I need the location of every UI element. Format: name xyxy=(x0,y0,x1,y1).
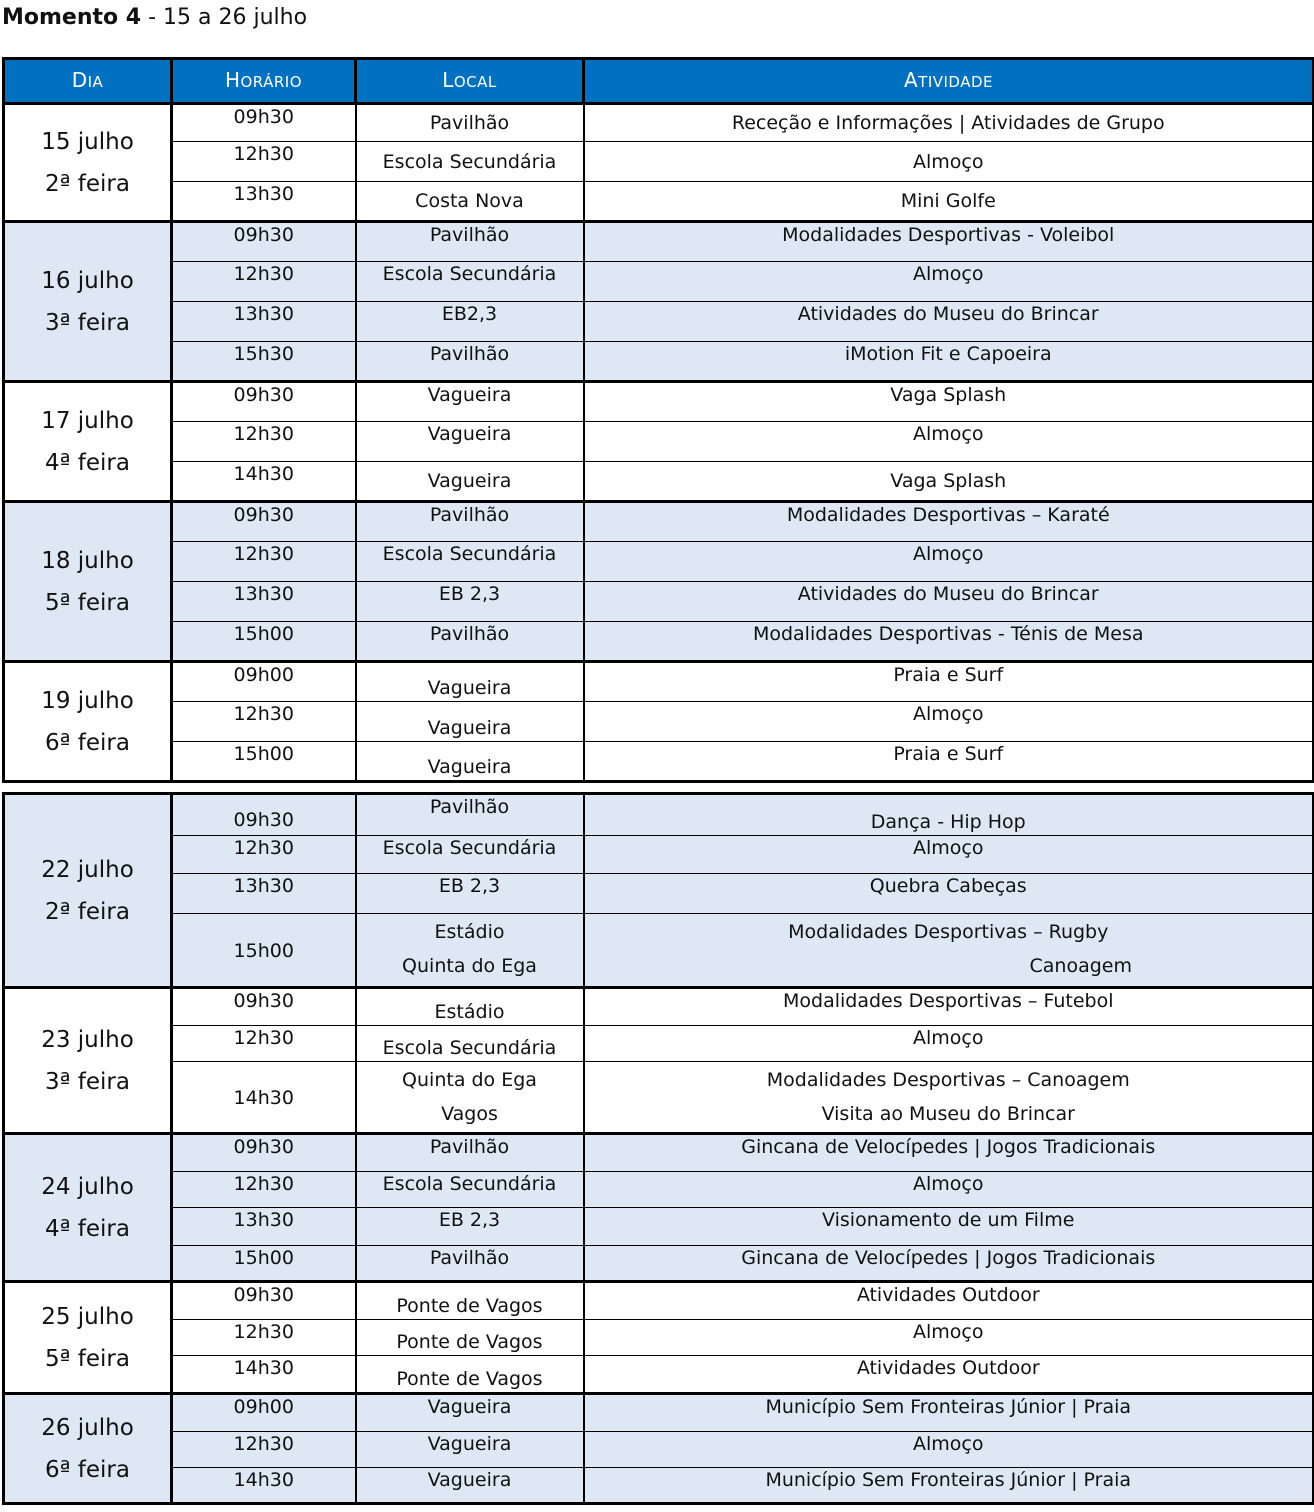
activity-cell: Modalidades Desportivas – Rugby Canoagem xyxy=(584,914,1314,988)
time-cell: 12h30 xyxy=(172,1172,356,1208)
activity-cell: Dança - Hip Hop xyxy=(584,794,1314,836)
activity-cell: Almoço xyxy=(584,142,1314,182)
time-cell: 15h00 xyxy=(172,742,356,782)
time-cell: 14h30 xyxy=(172,1356,356,1394)
activity-cell: Almoço xyxy=(584,1026,1314,1062)
time-cell: 09h30 xyxy=(172,222,356,262)
place-cell: Costa Nova xyxy=(356,182,584,222)
time-cell: 15h00 xyxy=(172,914,356,988)
day-cell: 18 julho 5ª feira xyxy=(4,502,172,662)
time-cell: 15h00 xyxy=(172,622,356,662)
time-cell: 13h30 xyxy=(172,302,356,342)
place-cell: Ponte de Vagos xyxy=(356,1356,584,1394)
place-cell: Escola Secundária xyxy=(356,1026,584,1062)
time-cell: 12h30 xyxy=(172,142,356,182)
time-cell: 09h00 xyxy=(172,662,356,702)
table-row xyxy=(4,422,1314,462)
activity-cell: Atividades do Museu do Brincar xyxy=(584,582,1314,622)
time-cell: 13h30 xyxy=(172,182,356,222)
table-row xyxy=(4,104,1314,142)
activity-cell: Atividades Outdoor xyxy=(584,1356,1314,1394)
time-cell: 09h30 xyxy=(172,502,356,542)
place-cell: Escola Secundária xyxy=(356,542,584,582)
table-row xyxy=(4,1282,1314,1320)
time-cell: 12h30 xyxy=(172,836,356,874)
table-row xyxy=(4,302,1314,342)
time-cell: 12h30 xyxy=(172,1320,356,1356)
place-cell: Pavilhão xyxy=(356,342,584,382)
table-row xyxy=(4,662,1314,702)
time-cell: 12h30 xyxy=(172,1026,356,1062)
activity-cell: Vaga Splash xyxy=(584,382,1314,422)
table-row xyxy=(4,622,1314,662)
place-cell: Vagueira xyxy=(356,422,584,462)
page-title xyxy=(2,4,307,32)
day-cell: 19 julho 6ª feira xyxy=(4,662,172,782)
table-row xyxy=(4,1356,1314,1394)
table-row xyxy=(4,1432,1314,1468)
time-cell: 12h30 xyxy=(172,702,356,742)
activity-cell: Município Sem Fronteiras Júnior | Praia xyxy=(584,1468,1314,1504)
day-cell: 23 julho 3ª feira xyxy=(4,988,172,1134)
activity-cell: Almoço xyxy=(584,702,1314,742)
place-cell: Pavilhão xyxy=(356,104,584,142)
table-row xyxy=(4,142,1314,182)
time-cell: 15h00 xyxy=(172,1246,356,1282)
activity-cell: Vaga Splash xyxy=(584,462,1314,502)
time-cell: 14h30 xyxy=(172,1468,356,1504)
place-cell: Ponte de Vagos xyxy=(356,1320,584,1356)
activity-cell: Atividades do Museu do Brincar xyxy=(584,302,1314,342)
place-cell: EB 2,3 xyxy=(356,582,584,622)
table-row xyxy=(4,794,1314,836)
place-cell: EB 2,3 xyxy=(356,874,584,914)
place-cell: Ponte de Vagos xyxy=(356,1282,584,1320)
table-row xyxy=(4,1134,1314,1172)
activity-cell: Modalidades Desportivas - Voleibol xyxy=(584,222,1314,262)
table-row xyxy=(4,582,1314,622)
place-cell: Vagueira xyxy=(356,742,584,782)
place-cell: Pavilhão xyxy=(356,1134,584,1172)
day-cell: 24 julho 4ª feira xyxy=(4,1134,172,1282)
place-cell: Vagueira xyxy=(356,462,584,502)
table-row xyxy=(4,542,1314,582)
table-row xyxy=(4,874,1314,914)
time-cell: 14h30 xyxy=(172,1062,356,1134)
title-bold: Momento 4 xyxy=(2,5,142,30)
day-cell: 16 julho 3ª feira xyxy=(4,222,172,382)
activity-cell: Almoço xyxy=(584,1172,1314,1208)
title-rest: - 15 a 26 julho xyxy=(141,5,308,30)
place-cell: Pavilhão xyxy=(356,222,584,262)
activity-cell: Quebra Cabeças xyxy=(584,874,1314,914)
place-cell: Vagueira xyxy=(356,1394,584,1432)
activity-cell: iMotion Fit e Capoeira xyxy=(584,342,1314,382)
place-cell: Escola Secundária xyxy=(356,262,584,302)
day-cell: 15 julho 2ª feira xyxy=(4,104,172,222)
header-row xyxy=(4,59,1314,104)
table-row xyxy=(4,836,1314,874)
time-cell: 09h30 xyxy=(172,988,356,1026)
time-cell: 12h30 xyxy=(172,262,356,302)
table-row xyxy=(4,1394,1314,1432)
activity-cell: Município Sem Fronteiras Júnior | Praia xyxy=(584,1394,1314,1432)
place-cell: Escola Secundária xyxy=(356,1172,584,1208)
time-cell: 12h30 xyxy=(172,1432,356,1468)
table-row xyxy=(4,1468,1314,1504)
place-cell: Vagueira xyxy=(356,1432,584,1468)
place-cell: Pavilhão xyxy=(356,794,584,836)
place-cell: EB2,3 xyxy=(356,302,584,342)
activity-cell: Almoço xyxy=(584,422,1314,462)
time-cell: 09h30 xyxy=(172,794,356,836)
table-row xyxy=(4,1320,1314,1356)
time-cell: 09h30 xyxy=(172,104,356,142)
header-local: LOCAL xyxy=(356,59,584,104)
table-row xyxy=(4,182,1314,222)
table-row xyxy=(4,1062,1314,1134)
place-cell: Pavilhão xyxy=(356,502,584,542)
activity-cell: Modalidades Desportivas – Futebol xyxy=(584,988,1314,1026)
activity-cell: Modalidades Desportivas – Karaté xyxy=(584,502,1314,542)
activity-cell: Modalidades Desportivas – Canoagem Visita ao Museu do Brincar xyxy=(584,1062,1314,1134)
table-row xyxy=(4,382,1314,422)
activity-cell: Modalidades Desportivas - Ténis de Mesa xyxy=(584,622,1314,662)
place-cell: Escola Secundária xyxy=(356,836,584,874)
place-cell: Estádio Quinta do Ega xyxy=(356,914,584,988)
time-cell: 12h30 xyxy=(172,542,356,582)
activity-cell: Gincana de Velocípedes | Jogos Tradicionais xyxy=(584,1134,1314,1172)
day-cell: 22 julho 2ª feira xyxy=(4,794,172,988)
place-cell: Quinta do Ega Vagos xyxy=(356,1062,584,1134)
time-cell: 14h30 xyxy=(172,462,356,502)
place-cell: Vagueira xyxy=(356,702,584,742)
header-dia: DIA xyxy=(4,59,172,104)
day-cell: 17 julho 4ª feira xyxy=(4,382,172,502)
place-cell: Pavilhão xyxy=(356,622,584,662)
activity-cell: Praia e Surf xyxy=(584,662,1314,702)
activity-cell: Almoço xyxy=(584,836,1314,874)
activity-cell: Atividades Outdoor xyxy=(584,1282,1314,1320)
activity-cell: Gincana de Velocípedes | Jogos Tradicionais xyxy=(584,1246,1314,1282)
time-cell: 09h30 xyxy=(172,1282,356,1320)
header-atividade: ATIVIDADE xyxy=(584,59,1314,104)
time-cell: 13h30 xyxy=(172,1208,356,1246)
header-horario: HORÁRIO xyxy=(172,59,356,104)
schedule-table-week-2 xyxy=(2,792,1314,1505)
table-row xyxy=(4,342,1314,382)
activity-cell: Visionamento de um Filme xyxy=(584,1208,1314,1246)
activity-cell: Praia e Surf xyxy=(584,742,1314,782)
time-cell: 09h00 xyxy=(172,1394,356,1432)
time-cell: 09h30 xyxy=(172,1134,356,1172)
table-row xyxy=(4,462,1314,502)
time-cell: 15h30 xyxy=(172,342,356,382)
place-cell: Vagueira xyxy=(356,382,584,422)
activity-cell: Mini Golfe xyxy=(584,182,1314,222)
place-cell: Vagueira xyxy=(356,1468,584,1504)
activity-cell: Receção e Informações | Atividades de Grupo xyxy=(584,104,1314,142)
day-cell: 26 julho 6ª feira xyxy=(4,1394,172,1504)
time-cell: 13h30 xyxy=(172,582,356,622)
table-row xyxy=(4,1246,1314,1282)
table-row xyxy=(4,1026,1314,1062)
table-row xyxy=(4,262,1314,302)
table-row xyxy=(4,914,1314,988)
time-cell: 13h30 xyxy=(172,874,356,914)
table-row xyxy=(4,502,1314,542)
schedule-table-week-1 xyxy=(2,57,1314,783)
activity-cell: Almoço xyxy=(584,1320,1314,1356)
table-row xyxy=(4,742,1314,782)
day-cell: 25 julho 5ª feira xyxy=(4,1282,172,1394)
place-cell: Vagueira xyxy=(356,662,584,702)
table-row xyxy=(4,222,1314,262)
time-cell: 09h30 xyxy=(172,382,356,422)
activity-cell: Almoço xyxy=(584,262,1314,302)
activity-cell: Almoço xyxy=(584,542,1314,582)
time-cell: 12h30 xyxy=(172,422,356,462)
place-cell: EB 2,3 xyxy=(356,1208,584,1246)
table-row xyxy=(4,1172,1314,1208)
table-row xyxy=(4,702,1314,742)
table-row xyxy=(4,1208,1314,1246)
table-row xyxy=(4,988,1314,1026)
activity-cell: Almoço xyxy=(584,1432,1314,1468)
place-cell: Pavilhão xyxy=(356,1246,584,1282)
place-cell: Estádio xyxy=(356,988,584,1026)
place-cell: Escola Secundária xyxy=(356,142,584,182)
